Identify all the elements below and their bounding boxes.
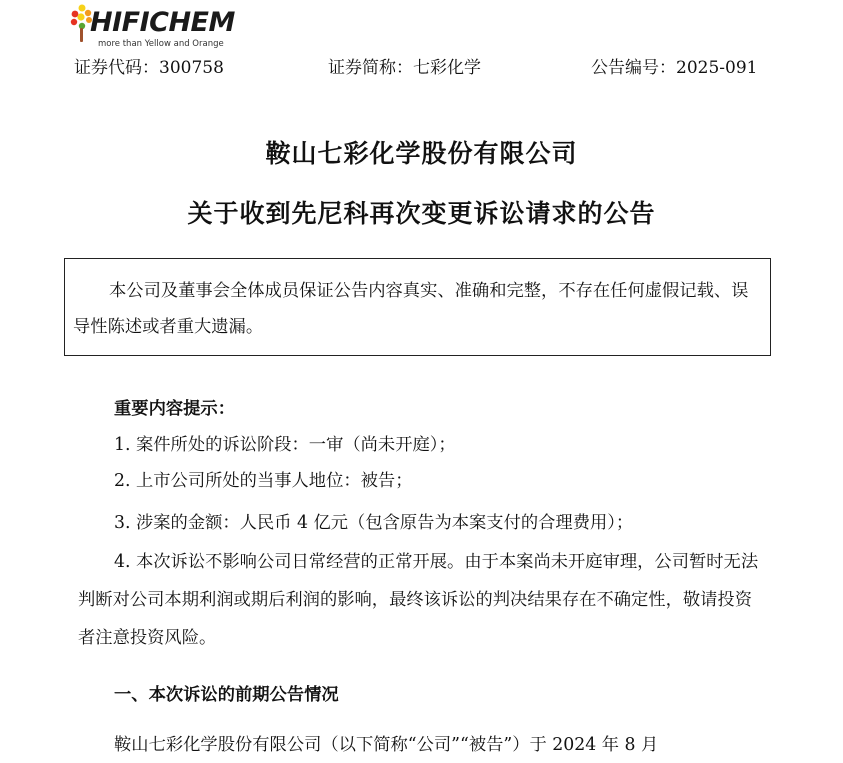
announcement-title: 关于收到先尼科再次变更诉讼请求的公告: [187, 199, 656, 228]
stock-name: 证券简称：七彩化学: [328, 58, 481, 78]
highlight-item: 3. 涉案的金额：人民币 4 亿元（包含原告为本案支付的合理费用）；: [114, 513, 634, 533]
board-guarantee-text: 本公司及董事会全体成员保证公告内容真实、准确和完整，不存在任何虚假记载、误导性陈述或者重大遗漏。: [73, 281, 749, 337]
board-guarantee-box: [64, 258, 771, 356]
company-title: 鞍山七彩化学股份有限公司: [265, 139, 578, 168]
highlight-item: 1. 案件所处的诉讼阶段：一审（尚未开庭）；: [114, 435, 456, 455]
highlight-item: 4. 本次诉讼不影响公司日常经营的正常开展。由于本案尚未开庭审理，公司暂时无法判断对公司本期利润或期后利润的影响，最终该诉讼的判决结果存在不确定性，敬请投资者注意投资风险。: [78, 552, 759, 648]
highlight-item: 2. 上市公司所处的当事人地位：被告；: [114, 471, 413, 491]
petal-top: [79, 5, 86, 12]
section-paragraph: 鞍山七彩化学股份有限公司（以下简称“公司”“被告”）于 2024 年 8 月: [114, 735, 659, 755]
flower-icon: [70, 4, 92, 44]
company-logo: [70, 4, 235, 54]
stock-code: 证券代码：300758: [74, 58, 224, 78]
announcement-number: 公告编号：2025-091: [591, 58, 758, 78]
petal-left: [72, 11, 79, 18]
highlights-heading: 重要内容提示：: [114, 399, 235, 419]
section-heading: 一、本次诉讼的前期公告情况: [114, 685, 339, 705]
flower-stem: [80, 28, 83, 42]
petal-center: [77, 13, 84, 20]
petal-bottom-left: [71, 19, 77, 25]
logo-tagline: more than Yellow and Orange: [98, 39, 224, 49]
logo-wordmark: HIFICHEM: [90, 7, 235, 38]
